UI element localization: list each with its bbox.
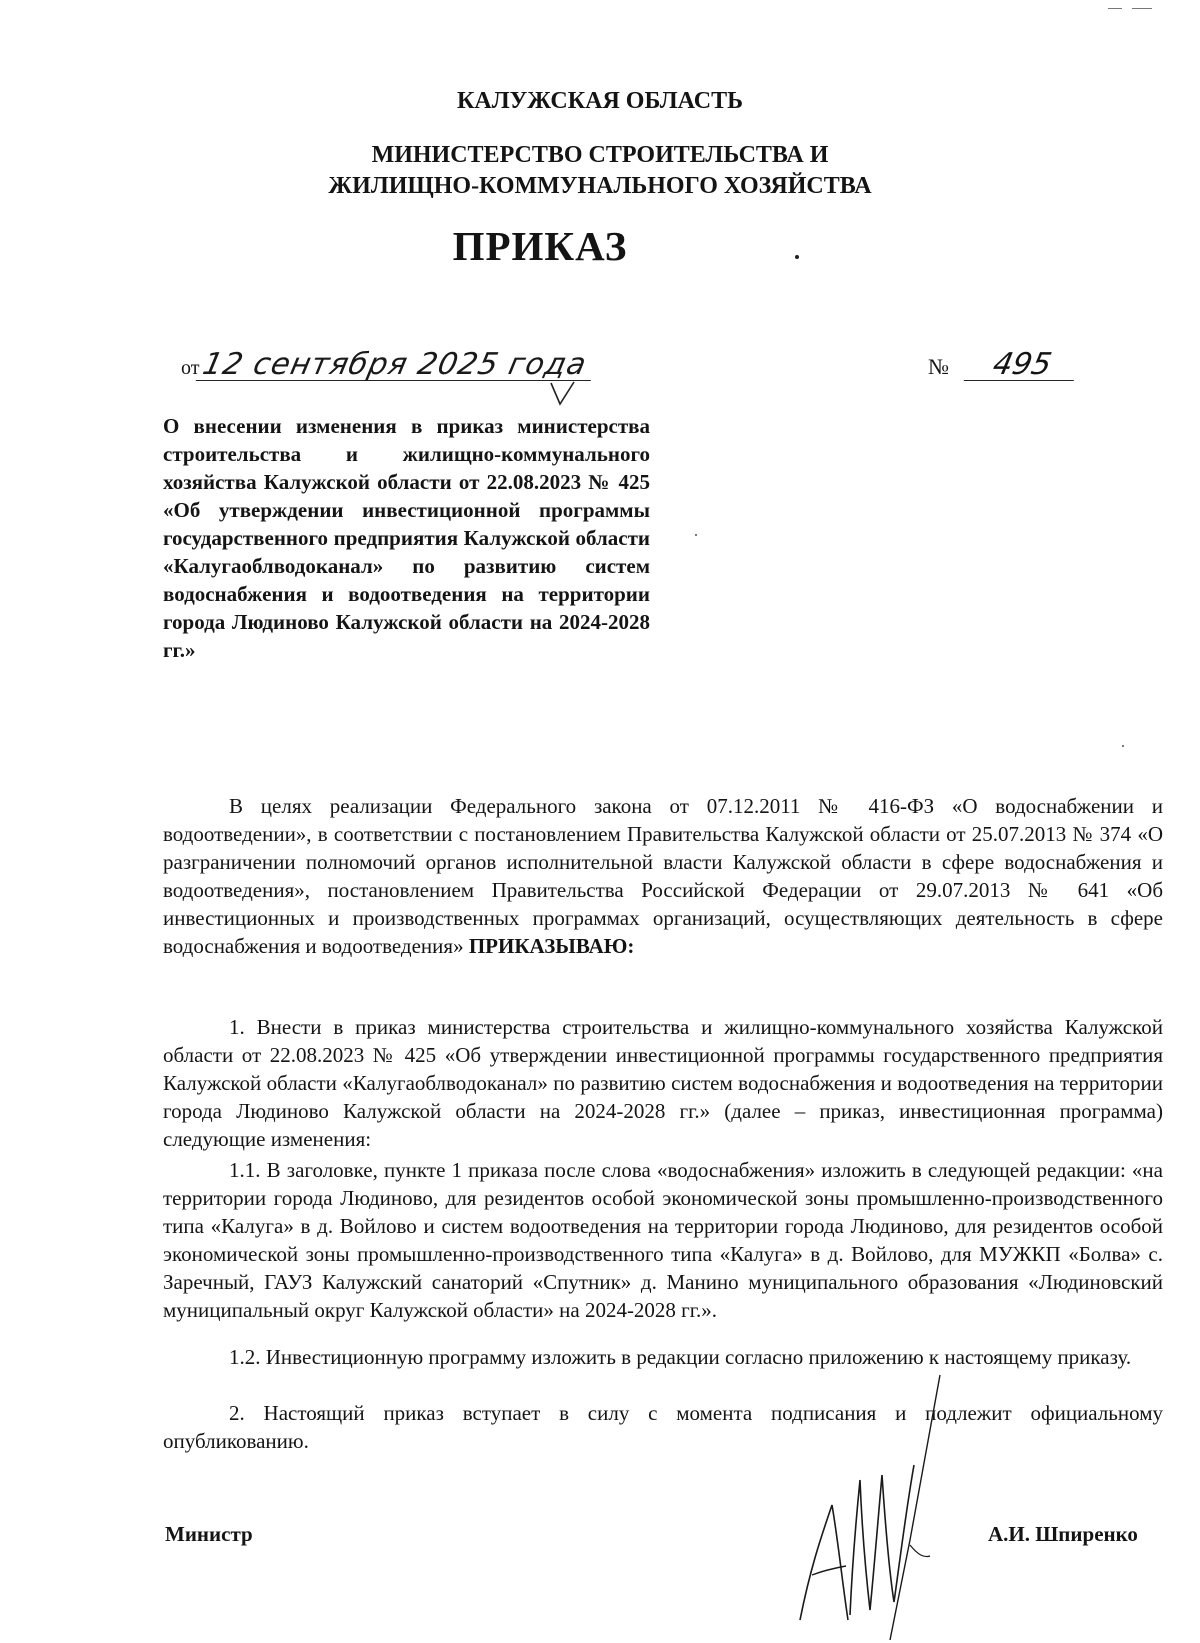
signatory-name: А.И. Шпиренко xyxy=(988,1522,1138,1546)
number-prefix: № xyxy=(928,354,949,379)
order-number xyxy=(928,347,1077,382)
handwritten-date: 12 сентября 2025 года xyxy=(196,350,598,381)
item-1-1-paragraph: 1.1. В заголовке, пункте 1 приказа после слова «водоснабжения» изложить в следующей редакции: «на территории города Людиново, для резидентов особой экономической зоны промышленно-производственного типа «Калуга» в д. Войлово и систем водоотведения на территории города Людиново, для резидентов особой экономической зоны промышленно-производственного типа «Калуга» в д. Войлово, для МУЖКП «Болва» с. Заречный, ГАУЗ Калужский санаторий «Спутник» д. Манино муниципального образования «Людиновский муниципальный округ Калужской области» на 2024-2028 гг.». xyxy=(163,1158,1163,1322)
handwritten-number: 495 xyxy=(964,350,1081,381)
order-subject: О внесении изменения в приказ министерства строительства и жилищно-коммунального хозяйства Калужской области от 22.08.2023 № 425 «Об утверждении инвестиционной программы государственного предприятия Калужской области «Калугаоблводоканал» по развитию систем водоснабжения и водоотведения на территории города Людиново Калужской области на 2024-2028 гг.» xyxy=(163,414,650,662)
item-1-2-paragraph: 1.2. Инвестиционную программу изложить в редакции согласно приложению к настоящему приказу. xyxy=(229,1345,1132,1369)
signatory-position: Министр xyxy=(165,1522,253,1546)
scan-artifact xyxy=(695,534,697,536)
date-checkmark xyxy=(548,380,578,408)
order-keyword: ПРИКАЗЫВАЮ: xyxy=(468,934,635,958)
scan-artifact xyxy=(1122,745,1124,747)
ministry-heading xyxy=(0,140,1200,202)
date-prefix: от xyxy=(181,357,200,379)
handwritten-signature xyxy=(790,1370,960,1640)
ministry-heading-line-2: ЖИЛИЩНО-КОММУНАЛЬНОГО ХОЗЯЙСТВА xyxy=(328,173,872,199)
order-date xyxy=(181,347,595,382)
region-heading: КАЛУЖСКАЯ ОБЛАСТЬ xyxy=(457,88,743,114)
preamble-paragraph xyxy=(163,792,1163,960)
ink-dot xyxy=(795,255,799,259)
scan-artifact xyxy=(1108,8,1122,9)
item-2-paragraph: 2. Настоящий приказ вступает в силу с момента подписания и подлежит официальному опубликованию. xyxy=(163,1401,1163,1453)
document-type-title: ПРИКАЗ xyxy=(452,223,628,269)
preamble-text: В целях реализации Федерального закона от 07.12.2011 № 416-ФЗ «О водоснабжении и водоотведении», в соответствии с постановлением Правительства Калужской области от 25.07.2013 № 374 «О разграничении полномочий органов исполнительной власти Калужской области в сфере водоснабжения и водоотведения», постановлением Правительства Российской Федерации от 29.07.2013 № 641 «Об инвестиционных и производственных программах организаций, осуществляющих деятельность в сфере водоснабжения и водоотведения» xyxy=(163,794,1163,958)
scan-artifact xyxy=(1132,8,1152,9)
item-1-paragraph: 1. Внести в приказ министерства строительства и жилищно-коммунального хозяйства Калужской области от 22.08.2023 № 425 «Об утверждении инвестиционной программы государственного предприятия Калужской области «Калугаоблводоканал» по развитию систем водоснабжения и водоотведения на территории города Людиново Калужской области на 2024-2028 гг.» (далее – приказ, инвестиционная программа) следующие изменения: xyxy=(163,1015,1163,1151)
ministry-heading-line-1: МИНИСТЕРСТВО СТРОИТЕЛЬСТВА И xyxy=(371,142,829,168)
